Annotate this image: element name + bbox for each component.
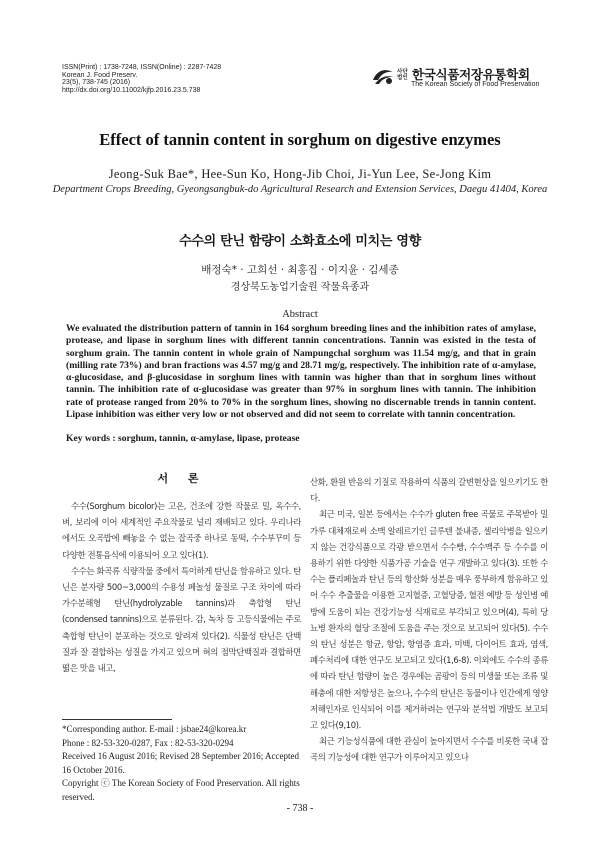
society-type-line: 법인	[397, 75, 408, 81]
footnote-divider	[62, 719, 172, 720]
section-title-introduction: 서 론	[157, 472, 207, 485]
journal-issn: ISSN(Print) : 1738-7248, ISSN(Online) : 2287-7428	[62, 64, 222, 71]
society-emblem-icon	[372, 66, 394, 86]
keywords: Key words : sorghum, tannin, α-amylase, lipase, protease	[66, 433, 300, 444]
footnote	[62, 723, 301, 804]
affiliation-en: Department Crops Breeding, Gyeongsangbuk-do Agricultural Research and Extension Services, Daegu 41404, Korea	[52, 184, 548, 195]
received-dates: Received 16 August 2016; Revised 28 September 2016; Accepted 16 October 2016.	[62, 751, 299, 775]
corresponding-author: *Corresponding author. E-mail : jsbae24@korea.kr	[62, 724, 247, 734]
body-paragraph: 수수(Sorghum bicolor)는 고온, 건조에 강한 작물로 밀, 옥수수, 벼, 보리에 이어 세계적인 주요작물로 널리 재배되고 있다. 우리나라에서도 오곡밥에 빼놓을 수 없는 잡곡중 하나로 동떡, 수수부꾸미 등 다양한 전통음식에 이용되어 오고 있다(1).	[62, 501, 301, 560]
contact-phone: Phone : 82-53-320-0287, Fax : 82-53-320-0294	[62, 737, 234, 748]
body-paragraph: 최근 미국, 일본 등에서는 수수가 gluten free 곡물로 주목받아 밀가루 대체재로써 소맥 알레르기인 글루텐 불내증, 셀리악병을 일으키지 않는 건강식품으로 각광 받으면서 수수빵, 수수맥주 등 수수를 이용하기 위한 다양한 식품가공 기술을 연구 개발하고 있다(3). 또한 수수는 폴리페놀과 탄닌 등의 항산화 성분을 매우 풍부하게 함유하고 있어 수수 추출물을 이용한 고지혈증, 고혈당증, 혈전 예방 등 성인병 예방에 도움이 되는 건강기능성 식재료로 부각되고 있으며(4), 특히 당뇨병 환자의 혈당 조절에 도움을 주는 것으로 보고되어 있다(5). 수수의 탄닌 성분은 항균, 항암, 항염증 효과, 미백, 다이어트 효과, 염색, 폐수처리에 대한 연구도 보고되고 있다(1,6-8). 이외에도 수수의 종류에 따라 탄닌 함량이 높은 경우에는 곰팡이 등의 미생물 또는 조류 및 해충에 대한 저항성은 높으나, 수수의 탄닌은 동물이나 인간에게 영양저해인자로 인식되어 이를 제거하려는 연구와 분석법 개발도 보고되고 있다(9,10).	[310, 509, 548, 731]
journal-doi-link[interactable]: http://dx.doi.org/10.11002/kjfp.2016.23.5.738	[62, 86, 201, 94]
body-column-left	[62, 498, 301, 676]
paper-title-en: Effect of tannin content in sorghum on digestive enzymes	[99, 130, 501, 149]
society-type-line: 사단	[397, 69, 408, 75]
journal-volume: 23(5), 738-745 (2016)	[62, 79, 131, 87]
paper-title-kr: 수수의 탄닌 함량이 소화효소에 미치는 영향	[179, 234, 421, 249]
copyright: Copyright ⓒ The Korean Society of Food Preservation. All rights reserved.	[62, 778, 300, 802]
society-logo	[372, 64, 552, 90]
body-column-right	[310, 474, 548, 766]
abstract-text: We evaluated the distribution pattern of tannin in 164 sorghum breeding lines and the inhibition rates of amylase, protease, and lipase in sorghum lines with different tannin concentrations. Tannin was existed in the testa of sorghum grain. The tannin content in whole grain of Nampungchal sorghum was 11.54 mg/g, and that in grain (milling rate 73%) and bran fractions was 4.57 mg/g and 28.71 mg/g, respectively. The inhibition rate of α-amylase, α-glucosidase, and β-glucosidase in sorghum lines with tannin was higher than that in sorghum lines without tannin. The inhibition rate of α-glucosidase was greater than 97% in sorghum lines with tannin. The inhibition rate of protease ranged from 20% to 70% in the sorghum lines, showing no discernable trends in tannin content. Lipase inhibition was either very low or not observed and did not seem to correlate with tannin concentration.	[66, 323, 536, 421]
journal-name: Korean J. Food Preserv.	[62, 71, 138, 79]
body-paragraph: 산화, 환원 반응의 기질로 작용하여 식품의 갈변현상을 일으키기도 한다.	[310, 477, 548, 504]
abstract-heading: Abstract	[282, 309, 318, 320]
authors-en: Jeong-Suk Bae*, Hee-Sun Ko, Hong-Jib Choi, Ji-Yun Lee, Se-Jong Kim	[108, 167, 492, 181]
society-type-label	[397, 69, 408, 81]
affiliation-kr: 경상북도농업기술원 작물육종과	[230, 282, 370, 293]
body-paragraph: 최근 기능성식품에 대한 관심이 높아지면서 수수를 비롯한 국내 잡곡의 기능성에 대한 연구가 이루어지고 있으나	[310, 736, 548, 763]
journal-meta	[62, 64, 322, 94]
society-name-en: The Korean Society of Food Preservation	[411, 81, 540, 88]
authors-kr: 배정숙* · 고희선 · 최홍집 · 이지윤 · 김세종	[201, 264, 399, 276]
society-name-kr: 한국식품저장유통학회	[412, 67, 530, 82]
body-paragraph: 수수는 화곡류 식량작물 중에서 특이하게 탄닌을 함유하고 있다. 탄닌은 분자량 500~3,000의 수용성 페놀성 물질로 구조 차이에 따라 가수분해형 탄닌(hydrolyzable tannins)과 축합형 탄닌(condensed tannins)으로 분류된다. 감, 녹차 등 고등식물에는 주로 축합형 탄닌이 분포하는 것으로 알려져 있다(2). 식물성 탄닌은 단백질과 잘 결합하는 성질을 가지고 있으며 혀의 점막단백질과 결합하면 떫은 맛을 내고,	[62, 565, 301, 674]
page-number: - 738 -	[286, 803, 314, 814]
